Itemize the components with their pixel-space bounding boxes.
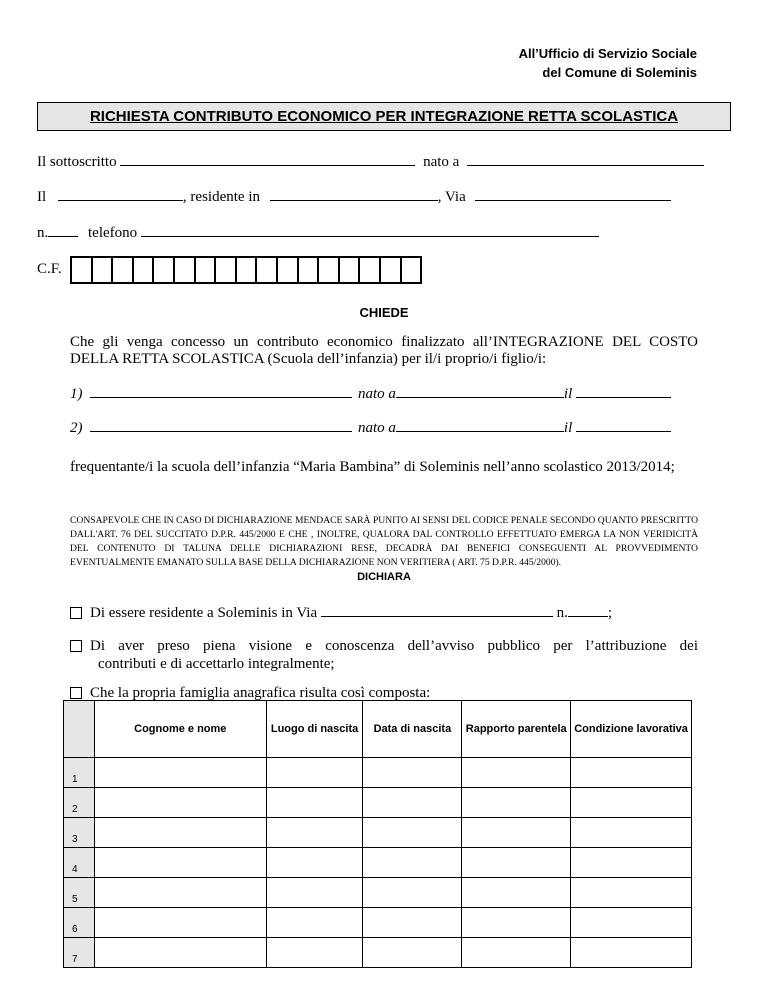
residence-street-field[interactable] <box>321 603 553 617</box>
table-cell[interactable] <box>571 758 692 788</box>
residence-line <box>37 187 671 206</box>
street-field[interactable] <box>475 187 671 201</box>
cf-char-box[interactable] <box>132 256 155 284</box>
row-number: 1 <box>64 758 95 788</box>
cf-char-box[interactable] <box>358 256 381 284</box>
house-number-field[interactable] <box>48 223 78 237</box>
avviso-checkbox[interactable] <box>70 640 82 652</box>
table-cell[interactable] <box>571 818 692 848</box>
table-cell[interactable] <box>363 788 462 818</box>
table-row <box>64 878 692 908</box>
cf-char-box[interactable] <box>297 256 320 284</box>
birthdate-field[interactable] <box>58 187 183 201</box>
table-cell[interactable] <box>571 938 692 968</box>
child-1-birthdate-field[interactable] <box>576 384 671 398</box>
table-header-row <box>64 701 692 758</box>
table-cell[interactable] <box>462 938 571 968</box>
cf-char-box[interactable] <box>255 256 278 284</box>
child-1-name-field[interactable] <box>90 384 352 398</box>
table-cell[interactable] <box>363 758 462 788</box>
child-1-birthplace-field[interactable] <box>396 384 564 398</box>
row-number: 6 <box>64 908 95 938</box>
child-2-il-label: il <box>563 420 573 436</box>
cf-char-box[interactable] <box>70 256 93 284</box>
dichiara-item-2-line-1: Di aver preso piena visione e conoscenza dell’avviso pubblico per l’attribuzione dei <box>90 638 698 654</box>
child-2-name-field[interactable] <box>90 418 352 432</box>
table-header-relationship: Rapporto parentela <box>462 701 571 758</box>
residence-field[interactable] <box>270 187 438 201</box>
dichiara-item-1 <box>70 603 612 622</box>
row-number: 4 <box>64 848 95 878</box>
table-row <box>64 938 692 968</box>
row-number: 5 <box>64 878 95 908</box>
child-1-il-label: il <box>563 386 573 402</box>
child-1-number: 1) <box>70 386 83 402</box>
chiede-text: Che gli venga concesso un contributo economico finalizzato all’INTEGRAZIONE DEL COSTO DELLA RETTA SCOLASTICA (Scuola dell’infanzia) per il/i proprio/i figlio/i: <box>70 334 698 367</box>
table-cell[interactable] <box>462 878 571 908</box>
cf-boxes[interactable] <box>72 256 422 284</box>
dichiara-item-1-end: ; <box>607 605 613 621</box>
cf-char-box[interactable] <box>379 256 402 284</box>
cf-char-box[interactable] <box>400 256 423 284</box>
cf-char-box[interactable] <box>235 256 258 284</box>
dichiara-heading: DICHIARA <box>357 571 411 583</box>
table-cell[interactable] <box>571 878 692 908</box>
table-cell[interactable] <box>363 818 462 848</box>
table-cell[interactable] <box>94 908 266 938</box>
table-cell[interactable] <box>94 788 266 818</box>
table-cell[interactable] <box>94 938 266 968</box>
table-cell[interactable] <box>462 908 571 938</box>
row-number: 2 <box>64 788 95 818</box>
dichiara-item-3-text: Che la propria famiglia anagrafica risulta così composta: <box>90 685 431 701</box>
table-cell[interactable] <box>363 908 462 938</box>
dichiara-item-1-text: Di essere residente a Soleminis in Via <box>90 605 318 621</box>
frequentante-text: frequentante/i la scuola dell’infanzia “Maria Bambina” di Soleminis nell’anno scolastico 2013/2014; <box>70 459 675 475</box>
child-1-nato-label: nato a <box>358 386 396 402</box>
table-row <box>64 848 692 878</box>
chiede-heading: CHIEDE <box>359 305 409 320</box>
cf-char-box[interactable] <box>111 256 134 284</box>
residente-label: , residente in <box>182 189 260 205</box>
document-title: RICHIESTA CONTRIBUTO ECONOMICO PER INTEGRAZIONE RETTA SCOLASTICA <box>37 102 731 131</box>
table-cell[interactable] <box>94 818 266 848</box>
cf-char-box[interactable] <box>214 256 237 284</box>
addressee <box>519 44 697 82</box>
cf-char-box[interactable] <box>276 256 299 284</box>
consapevole-text: CONSAPEVOLE CHE IN CASO DI DICHIARAZIONE MENDACE SARÀ PUNITO AI SENSI DEL CODICE PENALE SECONDO QUANTO PRESCRITTO DALL'ART. 76 DEL SUCCITATO D.P.R. 445/2000 E CHE , INOLTRE, QUALORA DAL CONTROLLO EFFETTUATO EMERGA LA NON VERIDICITÀ DEL CONTENUTO DI TALUNA DELLE DICHIARAZIONI RESE, DECADRÀ DAI BENEFICI CONSEGUENTI AL PROVVEDIMENTO EVENTUALMENTE EMANATO SULLA BASE DELLA DICHIARAZIONE NON VERITIERA ( ART. 75 D.P.R. 445/2000). <box>70 515 698 568</box>
table-cell[interactable] <box>571 848 692 878</box>
table-cell[interactable] <box>462 848 571 878</box>
via-label: , Via <box>437 189 466 205</box>
table-cell[interactable] <box>94 758 266 788</box>
table-cell[interactable] <box>462 758 571 788</box>
cf-char-box[interactable] <box>194 256 217 284</box>
name-field[interactable] <box>120 152 415 166</box>
phone-field[interactable] <box>141 223 599 237</box>
child-2-number: 2) <box>70 420 83 436</box>
sottoscritto-line <box>37 152 704 171</box>
child-2-nato-label: nato a <box>358 420 396 436</box>
table-cell[interactable] <box>266 878 363 908</box>
cf-label: C.F. <box>37 261 62 277</box>
table-cell[interactable] <box>94 878 266 908</box>
table-cell[interactable] <box>266 848 363 878</box>
child-2-birthplace-field[interactable] <box>396 418 564 432</box>
famiglia-checkbox[interactable] <box>70 687 82 699</box>
n-label: n. <box>37 225 49 241</box>
table-header-name: Cognome e nome <box>94 701 266 758</box>
residence-number-field[interactable] <box>568 603 608 617</box>
table-header-birthdate: Data di nascita <box>363 701 462 758</box>
table-cell[interactable] <box>571 788 692 818</box>
cf-char-box[interactable] <box>152 256 175 284</box>
dichiara-item-2 <box>70 637 698 673</box>
table-row <box>64 908 692 938</box>
family-table <box>63 700 692 968</box>
child-2-birthdate-field[interactable] <box>576 418 671 432</box>
addressee-line-2: del Comune di Soleminis <box>542 65 697 80</box>
child-2-line <box>70 418 671 437</box>
telefono-label: telefono <box>88 225 138 241</box>
cf-char-box[interactable] <box>91 256 114 284</box>
dichiara-item-1-n: n. <box>556 605 568 621</box>
table-cell[interactable] <box>94 848 266 878</box>
phone-line <box>37 223 599 242</box>
table-cell[interactable] <box>363 848 462 878</box>
table-cell[interactable] <box>266 818 363 848</box>
cf-char-box[interactable] <box>173 256 196 284</box>
birthplace-field[interactable] <box>467 152 704 166</box>
child-1-line <box>70 384 671 403</box>
table-row <box>64 818 692 848</box>
dichiara-item-2-line-2: contributi e di accettarlo integralmente; <box>98 656 335 672</box>
il-label: Il <box>37 189 47 205</box>
sottoscritto-label: Il sottoscritto <box>37 154 117 170</box>
nato-a-label: nato a <box>423 154 460 170</box>
table-header-birthplace: Luogo di nascita <box>266 701 363 758</box>
table-header-employment: Condizione lavorativa <box>571 701 692 758</box>
table-header-number <box>64 701 95 758</box>
table-cell[interactable] <box>266 788 363 818</box>
addressee-line-1: All’Ufficio di Servizio Sociale <box>518 46 697 61</box>
table-cell[interactable] <box>266 758 363 788</box>
table-cell[interactable] <box>266 908 363 938</box>
row-number: 7 <box>64 938 95 968</box>
table-cell[interactable] <box>462 788 571 818</box>
table-cell[interactable] <box>571 908 692 938</box>
table-row <box>64 758 692 788</box>
table-cell[interactable] <box>363 878 462 908</box>
cf-char-box[interactable] <box>338 256 361 284</box>
table-row <box>64 788 692 818</box>
row-number: 3 <box>64 818 95 848</box>
cf-char-box[interactable] <box>317 256 340 284</box>
table-cell[interactable] <box>266 938 363 968</box>
table-cell[interactable] <box>363 938 462 968</box>
table-cell[interactable] <box>462 818 571 848</box>
residence-checkbox[interactable] <box>70 607 82 619</box>
